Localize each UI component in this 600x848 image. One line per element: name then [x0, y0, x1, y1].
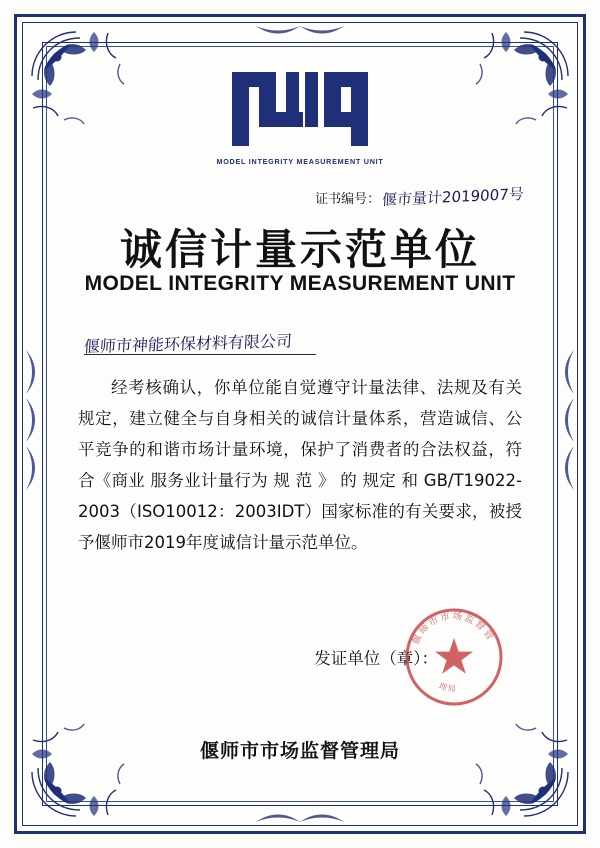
corner-ornament-bottom-left [24, 712, 136, 824]
certificate-title-en: MODEL INTEGRITY MEASUREMENT UNIT [84, 272, 516, 295]
svg-text:理局: 理局 [437, 681, 458, 694]
red-official-seal [402, 605, 506, 709]
certificate-title-cn: 诚信计量示范单位 [119, 225, 480, 274]
issuing-organization: 偃师市市场监督管理局 [199, 740, 400, 762]
side-ornament-right [558, 340, 578, 504]
recipient-name: 偃师市神能环保材料有限公司 [83, 331, 293, 357]
logo-block [0, 72, 600, 166]
side-ornament-bottom [250, 804, 350, 826]
body-paragraph: 经考核确认，你单位能自觉遵守计量法律、法规及有关规定，建立健全与自身相关的诚信计量体系，营造诚信、公平竞争的和谐市场计量环境，保护了消费者的合法权益，符合《商业 服务业计量行为 规 范 》 的 规定 和 GB/T19022-2003（ISO10012：2003IDT）国家标准的有关要求，被授予偃师市2019年度诚信计量示范单位。 [78, 378, 522, 552]
recipient-block [84, 330, 384, 355]
serial-number-value: 偃市量计2019007号 [381, 184, 525, 210]
issuer-label: 发证单位（章）： [314, 649, 438, 668]
serial-number-row [315, 184, 525, 210]
svg-text:偃师市市场监督管: 偃师市市场监督管 [410, 610, 497, 647]
certificate-body [78, 372, 522, 558]
mium-monogram-logo [0, 72, 600, 150]
corner-ornament-bottom-right [464, 712, 576, 824]
side-ornament-left [22, 340, 42, 504]
serial-number-label: 证书编号： [315, 192, 381, 207]
logo-subtitle: MODEL INTEGRITY MEASUREMENT UNIT [216, 157, 384, 166]
side-ornament-top [250, 22, 350, 44]
